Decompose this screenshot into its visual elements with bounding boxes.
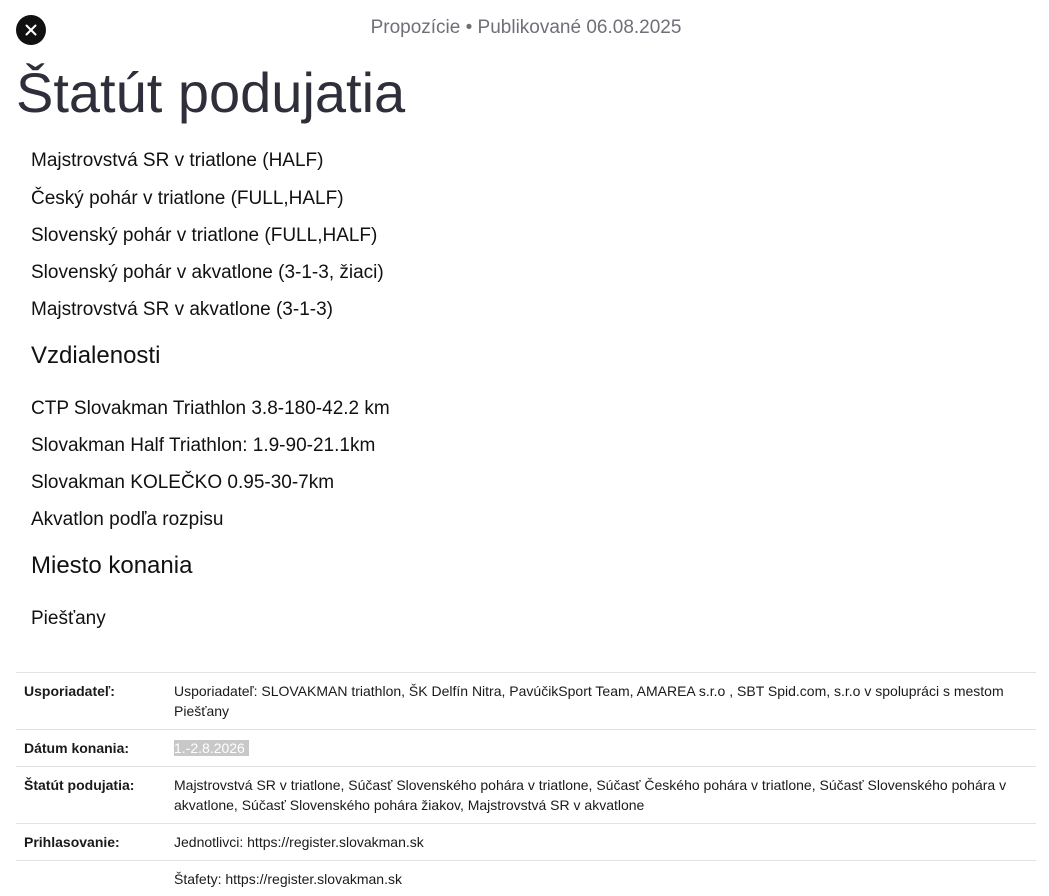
status-item: Slovenský pohár v akvatlone (3-1-3, žiaci) [31, 262, 384, 283]
table-row [16, 861, 1036, 896]
registration-label-empty [16, 861, 166, 896]
page-title: Štatút podujatia [16, 61, 406, 124]
table-row [16, 730, 1036, 767]
status-item: Český pohár v triatlone (FULL,HALF) [31, 188, 344, 209]
distance-item: Slovakman KOLEČKO 0.95-30-7km [31, 472, 335, 493]
date-value-cell [166, 730, 1036, 767]
organizer-label: Usporiadateľ: [24, 683, 115, 699]
status-item: Majstrovstvá SR v triatlone (HALF) [31, 150, 324, 171]
status-label: Štatút podujatia: [24, 777, 135, 793]
publication-meta: Propozície • Publikované 06.08.2025 [370, 17, 682, 38]
venue-heading: Miesto konania [31, 552, 193, 579]
date-label: Dátum konania: [24, 740, 130, 756]
status-item: Majstrovstvá SR v akvatlone (3-1-3) [31, 299, 333, 320]
table-row [16, 673, 1036, 730]
registration-label: Prihlasovanie: [24, 834, 120, 850]
date-value: 1.-2.8.2026 [174, 740, 249, 756]
distance-item: Slovakman Half Triathlon: 1.9-90-21.1km [31, 435, 376, 456]
distance-item: CTP Slovakman Triathlon 3.8-180-42.2 km [31, 398, 390, 419]
event-info-table [16, 672, 1036, 896]
registration-individual-value[interactable]: Jednotlivci: https://register.slovakman.sk [174, 834, 424, 850]
distances-heading: Vzdialenosti [31, 342, 161, 369]
organizer-value: Usporiadateľ: SLOVAKMAN triathlon, ŠK Delfín Nitra, PavúčikSport Team, AMAREA s.r.o , SBT Spid.com, s.r.o v spolupráci s mestom Piešťany [174, 683, 1004, 719]
registration-relay-value[interactable]: Štafety: https://register.slovakman.sk [174, 871, 402, 887]
distance-item: Akvatlon podľa rozpisu [31, 509, 224, 530]
table-row [16, 824, 1036, 861]
table-row [16, 767, 1036, 824]
status-value: Majstrovstvá SR v triatlone, Súčasť Slovenského pohára v triatlone, Súčasť Českého pohára v triatlone, Súčasť Slovenského pohára v akvatlone, Súčasť Slovenského pohára žiakov, Majstrovstvá SR v akvatlone [174, 777, 1007, 813]
venue-value: Piešťany [31, 608, 106, 629]
status-item: Slovenský pohár v triatlone (FULL,HALF) [31, 225, 378, 246]
